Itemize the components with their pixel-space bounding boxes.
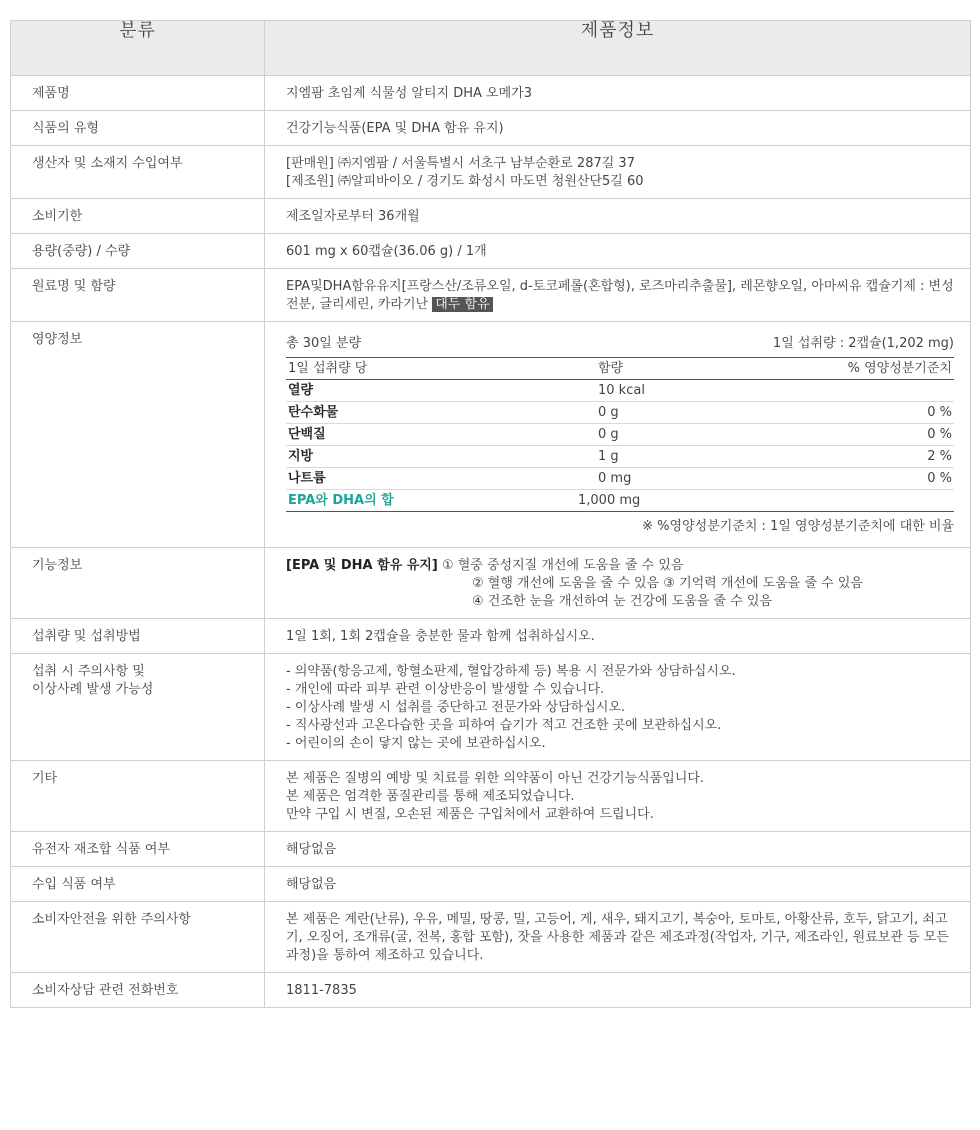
row-label: 기능정보 xyxy=(11,548,265,619)
nutrient-amount: 0 mg xyxy=(550,468,770,490)
row-value: 1일 1회, 1회 2캡슐을 충분한 물과 함께 섭취하십시오. xyxy=(265,619,971,654)
row-caution xyxy=(11,654,971,761)
row-gmo xyxy=(11,832,971,867)
row-food-type xyxy=(11,111,971,146)
ingredients-text: EPA및DHA함유유지[프랑스산/조류오일, d-토코페롤(혼합형), 로즈마리추출물], 레몬향오일, 아마씨유 캡슐기제 : 변성전분, 글리세린, 카라기난 xyxy=(286,279,954,312)
row-producer xyxy=(11,146,971,199)
col-daily-value: % 영양성분기준치 xyxy=(770,358,954,380)
row-label: 소비자상담 관련 전화번호 xyxy=(11,973,265,1008)
nutrition-row-epa-dha xyxy=(286,490,954,512)
row-label: 식품의 유형 xyxy=(11,111,265,146)
row-label: 제품명 xyxy=(11,76,265,111)
seller-line: [판매원] ㈜지엠팜 / 서울특별시 서초구 남부순환로 287길 37 xyxy=(286,156,635,171)
row-value xyxy=(265,146,971,199)
etc-line: 본 제품은 엄격한 품질관리를 통해 제조되었습니다. xyxy=(286,789,575,804)
nutrition-table xyxy=(286,357,954,512)
allergen-badge: 대두 함유 xyxy=(432,297,492,312)
nutrient-pct xyxy=(770,380,954,402)
row-product-name xyxy=(11,76,971,111)
row-label: 용량(중량) / 수량 xyxy=(11,234,265,269)
nutrient-name: 탄수화물 xyxy=(286,402,550,424)
col-per-serving: 1일 섭취량 당 xyxy=(286,358,550,380)
nutrition-row xyxy=(286,402,954,424)
row-value: 제조일자로부터 36개월 xyxy=(265,199,971,234)
nutrition-serving: 1일 섭취량 : 2캡슐(1,202 mg) xyxy=(772,336,954,351)
nutrition-total: 총 30일 분량 xyxy=(286,336,362,351)
row-ingredients xyxy=(11,269,971,322)
function-claim-1: ① 혈중 중성지질 개선에 도움을 줄 수 있음 xyxy=(441,558,684,573)
row-value: 본 제품은 계란(난류), 우유, 메밀, 땅콩, 밀, 고등어, 게, 새우, 돼지고기, 복숭아, 토마토, 아황산류, 호두, 닭고기, 쇠고기, 오징어, 조개류(굴, 전복, 홍합 포함), 잣을 사용한 제품과 같은 제조과정(작업자, 기구, 제조라인, 원료보관 등 모든 과정)을 통하여 제조하고 있습니다. xyxy=(265,902,971,973)
nutrient-amount: 10 kcal xyxy=(550,380,770,402)
row-etc xyxy=(11,761,971,832)
nutrient-name: 지방 xyxy=(286,446,550,468)
nutrient-pct: 0 % xyxy=(770,402,954,424)
row-label: 소비기한 xyxy=(11,199,265,234)
epa-dha-pct xyxy=(770,490,954,512)
nutrition-panel xyxy=(265,322,971,548)
caution-label-1: 섭취 시 주의사항 및 xyxy=(32,664,145,679)
caution-line: - 개인에 따라 피부 관련 이상반응이 발생할 수 있습니다. xyxy=(286,682,605,697)
product-info-sheet xyxy=(10,20,970,1008)
row-import xyxy=(11,867,971,902)
nutrition-row xyxy=(286,468,954,490)
nutrition-row xyxy=(286,380,954,402)
row-label: 생산자 및 소재지 수입여부 xyxy=(11,146,265,199)
caution-line: - 이상사례 발생 시 섭취를 중단하고 전문가와 상담하십시오. xyxy=(286,700,626,715)
row-safety xyxy=(11,902,971,973)
row-value: 건강기능식품(EPA 및 DHA 함유 유지) xyxy=(265,111,971,146)
row-label: 수입 식품 여부 xyxy=(11,867,265,902)
row-value: 지엠팜 초임계 식물성 알티지 DHA 오메가3 xyxy=(265,76,971,111)
nutrition-header-row xyxy=(286,358,954,380)
nutrition-footnote: ※ %영양성분기준치 : 1일 영양성분기준치에 대한 비율 xyxy=(642,519,954,534)
nutrient-name: 열량 xyxy=(286,380,550,402)
nutrient-pct: 0 % xyxy=(770,424,954,446)
nutrient-name: 나트륨 xyxy=(286,468,550,490)
function-first-line xyxy=(286,557,954,575)
function-claim-2: ② 혈행 개선에 도움을 줄 수 있음 ③ 기억력 개선에 도움을 줄 수 있음 xyxy=(472,576,863,591)
row-nutrition xyxy=(11,322,971,548)
etc-line: 본 제품은 질병의 예방 및 치료를 위한 의약품이 아닌 건강기능식품입니다. xyxy=(286,771,705,786)
caution-line: - 어린이의 손이 닿지 않는 곳에 보관하십시오. xyxy=(286,736,546,751)
function-claim-3: ④ 건조한 눈을 개선하여 눈 건강에 도움을 줄 수 있음 xyxy=(472,594,773,609)
nutrient-name: 단백질 xyxy=(286,424,550,446)
row-value xyxy=(265,269,971,322)
caution-line: - 의약품(항응고제, 항혈소판제, 혈압강하제 등) 복용 시 전문가와 상담하십시오. xyxy=(286,664,736,679)
caution-label-2: 이상사례 발생 가능성 xyxy=(32,682,154,697)
row-function xyxy=(11,548,971,619)
row-intake xyxy=(11,619,971,654)
table-header-row xyxy=(11,21,971,76)
row-label: 섭취량 및 섭취방법 xyxy=(11,619,265,654)
row-value xyxy=(265,761,971,832)
row-value xyxy=(265,654,971,761)
etc-line: 만약 구입 시 변질, 오손된 제품은 구입처에서 교환하여 드립니다. xyxy=(286,807,654,822)
row-volume xyxy=(11,234,971,269)
row-value: 해당없음 xyxy=(265,867,971,902)
row-value: 해당없음 xyxy=(265,832,971,867)
epa-dha-amount: 1,000 mg xyxy=(550,490,770,512)
header-category: 분류 xyxy=(11,21,265,76)
function-title: [EPA 및 DHA 함유 유지] xyxy=(286,558,438,573)
nutrient-amount: 0 g xyxy=(550,424,770,446)
row-contact xyxy=(11,973,971,1008)
row-label: 기타 xyxy=(11,761,265,832)
nutrient-pct: 2 % xyxy=(770,446,954,468)
phone-number: 1811-7835 xyxy=(265,973,971,1008)
nutrient-amount: 0 g xyxy=(550,402,770,424)
nutrition-row xyxy=(286,424,954,446)
nutrient-amount: 1 g xyxy=(550,446,770,468)
nutrition-summary xyxy=(286,331,954,357)
col-amount: 함량 xyxy=(550,358,770,380)
product-info-table xyxy=(10,20,971,1008)
row-value: 601 mg x 60캡슐(36.06 g) / 1개 xyxy=(265,234,971,269)
row-label: 영양정보 xyxy=(11,322,265,548)
row-value xyxy=(265,548,971,619)
row-label xyxy=(11,654,265,761)
row-label: 원료명 및 함량 xyxy=(11,269,265,322)
row-label: 유전자 재조합 식품 여부 xyxy=(11,832,265,867)
epa-dha-name: EPA와 DHA의 합 xyxy=(286,490,550,512)
manufacturer-line: [제조원] ㈜알피바이오 / 경기도 화성시 마도면 청원산단5길 60 xyxy=(286,174,644,189)
header-product-info: 제품정보 xyxy=(265,21,971,76)
caution-line: - 직사광선과 고온다습한 곳을 피하여 습기가 적고 건조한 곳에 보관하십시오. xyxy=(286,718,722,733)
row-expiry xyxy=(11,199,971,234)
row-label: 소비자안전을 위한 주의사항 xyxy=(11,902,265,973)
nutrition-row xyxy=(286,446,954,468)
nutrient-pct: 0 % xyxy=(770,468,954,490)
